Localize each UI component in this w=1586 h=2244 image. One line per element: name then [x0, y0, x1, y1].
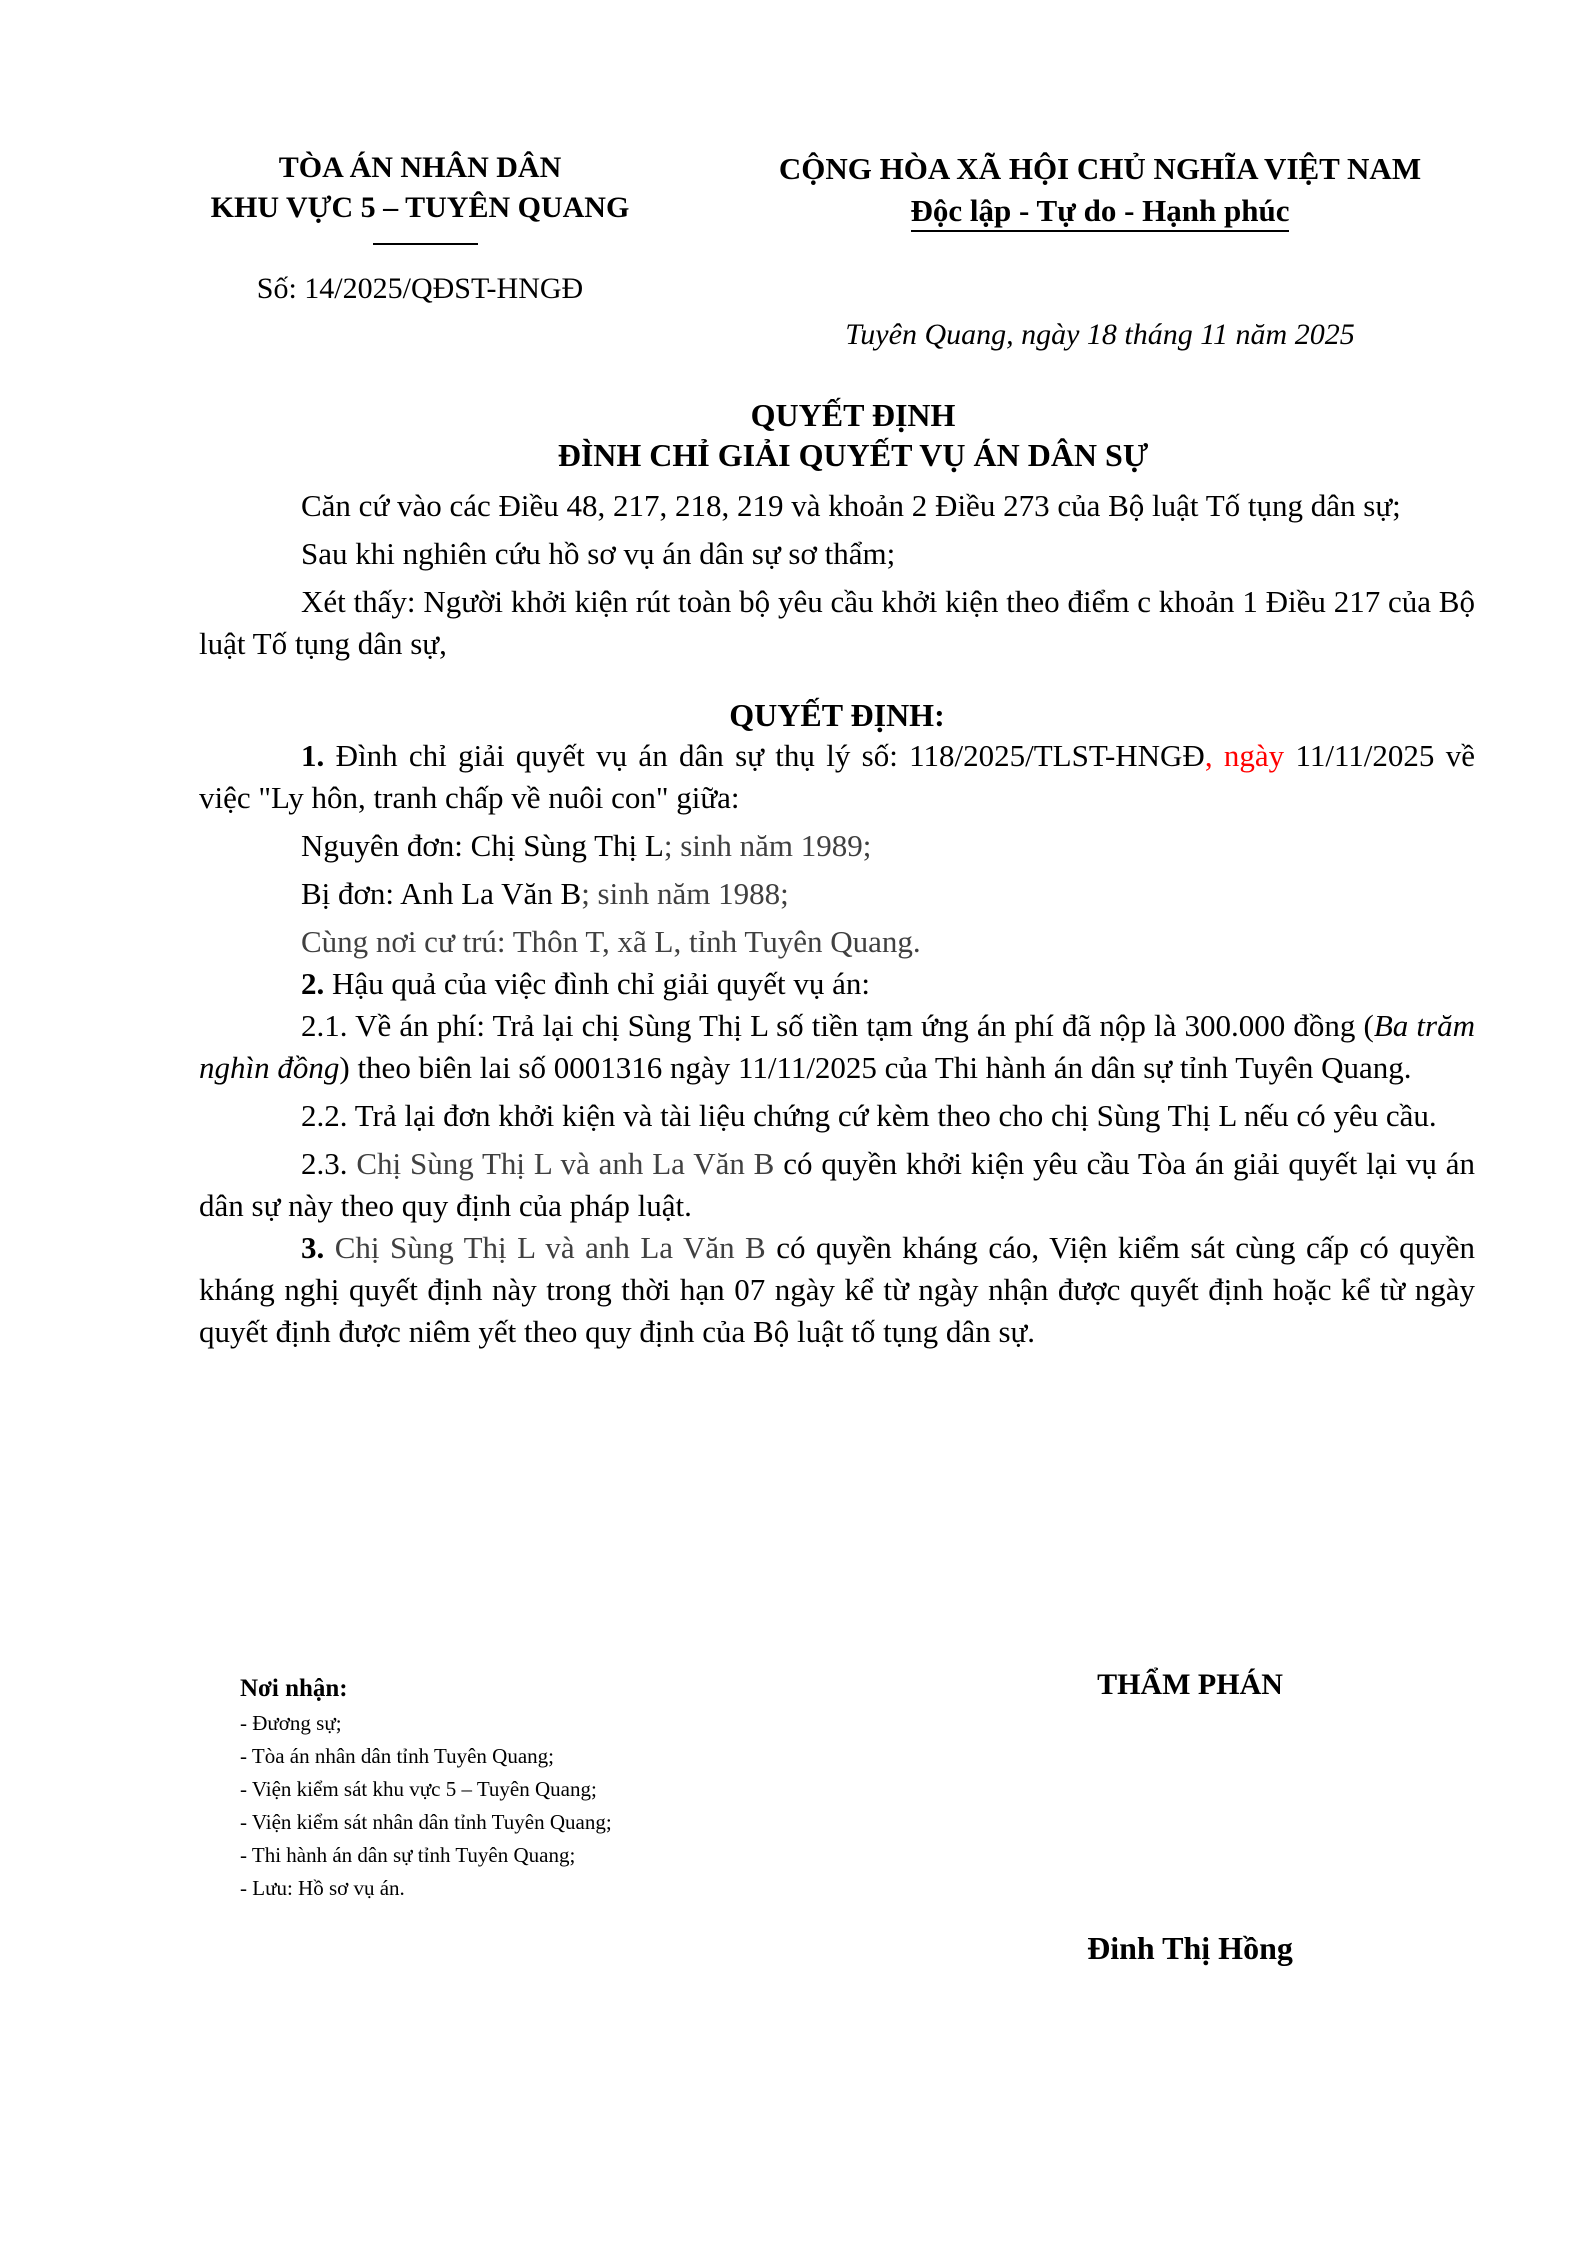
preamble-review: Sau khi nghiên cứu hồ sơ vụ án dân sự sơ thẩm;: [301, 536, 896, 571]
item-1-text: Đình chỉ giải quyết vụ án dân sự thụ lý số: 118/2025/TLST-HNGĐ: [324, 738, 1205, 773]
recipient-item: - Đương sự;: [240, 1711, 342, 1735]
preamble-legal-basis: Căn cứ vào các Điều 48, 217, 218, 219 và khoản 2 Điều 273 của Bộ luật Tố tụng dân sự;: [301, 488, 1401, 523]
item-2-1-text-cont: ) theo biên lai số 0001316 ngày 11/11/2025 của Thi hành án dân sự tỉnh Tuyên Quang.: [339, 1050, 1412, 1085]
signer-name: Đinh Thị Hồng: [1087, 1930, 1293, 1966]
document-date: Tuyên Quang, ngày 18 tháng 11 năm 2025: [845, 318, 1355, 351]
country-name: CỘNG HÒA XÃ HỘI CHỦ NGHĨA VIỆT NAM: [778, 151, 1422, 186]
document-title: [160, 395, 1546, 475]
national-motto: Độc lập - Tự do - Hạnh phúc: [911, 192, 1290, 232]
item-2-3: [199, 1143, 1475, 1227]
item-2-1: [199, 1005, 1475, 1089]
item-2-3-text: có quyền khởi kiện yêu cầu Tòa án giải quyết lại vụ án dân sự này theo quy định của pháp luật.: [199, 1146, 1475, 1223]
document-body: [199, 485, 1475, 1353]
plaintiff-name: Nguyên đơn: Chị Sùng Thị L: [301, 828, 664, 863]
item-2-3-number: 2.3.: [301, 1146, 348, 1181]
item-3-text: có quyền kháng cáo, Viện kiểm sát cùng cấp có quyền kháng nghị quyết định này trong thời hạn 07 ngày kể từ ngày nhận được quyết định hoặc kể từ ngày quyết định được niêm yết theo quy định của Bộ luật tố tụng dân sự.: [199, 1230, 1475, 1349]
recipients: [240, 1672, 840, 1905]
residence: Cùng nơi cư trú: Thôn T, xã L, tỉnh Tuyên Quang.: [301, 924, 921, 959]
signature-block: [1000, 1668, 1380, 1967]
item-2-1-amount-words: Ba trăm nghìn đồng: [199, 1008, 1476, 1085]
defendant-birth: ; sinh năm 1988;: [581, 876, 789, 911]
recipients-title: Nơi nhận:: [240, 1675, 348, 1702]
title-line1: QUYẾT ĐỊNH: [750, 397, 956, 433]
item-2: [199, 963, 1475, 1005]
item-3-parties: Chị Sùng Thị L và anh La Văn B: [324, 1230, 766, 1265]
item-1-text-cont: 11/11/2025 về việc "Ly hôn, tranh chấp về nuôi con" giữa:: [199, 738, 1476, 815]
court-name-line1: TÒA ÁN NHÂN DÂN: [278, 151, 562, 184]
item-1-number: 1.: [301, 738, 325, 773]
item-2-2: 2.2. Trả lại đơn khởi kiện và tài liệu chứng cứ kèm theo cho chị Sùng Thị L nếu có yêu cầu.: [301, 1098, 1437, 1133]
national-header: [700, 148, 1500, 232]
item-2-text: Hậu quả của việc đình chỉ giải quyết vụ án:: [324, 966, 871, 1001]
recipient-item: - Viện kiểm sát khu vực 5 – Tuyên Quang;: [240, 1777, 597, 1801]
recipient-item: - Tòa án nhân dân tỉnh Tuyên Quang;: [240, 1744, 554, 1768]
item-3-number: 3.: [301, 1230, 325, 1265]
plaintiff: [199, 825, 1475, 867]
document-number: Số: 14/2025/QĐST-HNGĐ: [256, 272, 584, 305]
item-2-number: 2.: [301, 966, 325, 1001]
decision-heading: QUYẾT ĐỊNH:: [729, 697, 945, 733]
item-3: [199, 1227, 1475, 1353]
signer-role: THẨM PHÁN: [1097, 1668, 1283, 1701]
preamble-finding: Xét thấy: Người khởi kiện rút toàn bộ yêu cầu khởi kiện theo điểm c khoản 1 Điều 217 của Bộ luật Tố tụng dân sự,: [199, 584, 1475, 661]
defendant-name: Bị đơn: Anh La Văn B: [301, 876, 582, 911]
plaintiff-birth: ; sinh năm 1989;: [663, 828, 872, 863]
item-1-red-text: , ngày: [1204, 738, 1285, 773]
recipient-item: - Thi hành án dân sự tỉnh Tuyên Quang;: [240, 1843, 576, 1867]
court-name: [140, 148, 700, 228]
item-2-1-text: 2.1. Về án phí: Trả lại chị Sùng Thị L số tiền tạm ứng án phí đã nộp là 300.000 đồng (: [301, 1008, 1374, 1043]
item-2-3-parties: Chị Sùng Thị L và anh La Văn B: [347, 1146, 775, 1181]
header-divider: [373, 243, 478, 245]
item-1: [199, 735, 1475, 819]
recipient-item: - Viện kiểm sát nhân dân tỉnh Tuyên Quang;: [240, 1810, 612, 1834]
recipient-item: - Lưu: Hồ sơ vụ án.: [240, 1876, 405, 1900]
title-line2: ĐÌNH CHỈ GIẢI QUYẾT VỤ ÁN DÂN SỰ: [557, 437, 1149, 473]
defendant: [199, 873, 1475, 915]
court-name-line2: KHU VỰC 5 – TUYÊN QUANG: [210, 191, 630, 224]
